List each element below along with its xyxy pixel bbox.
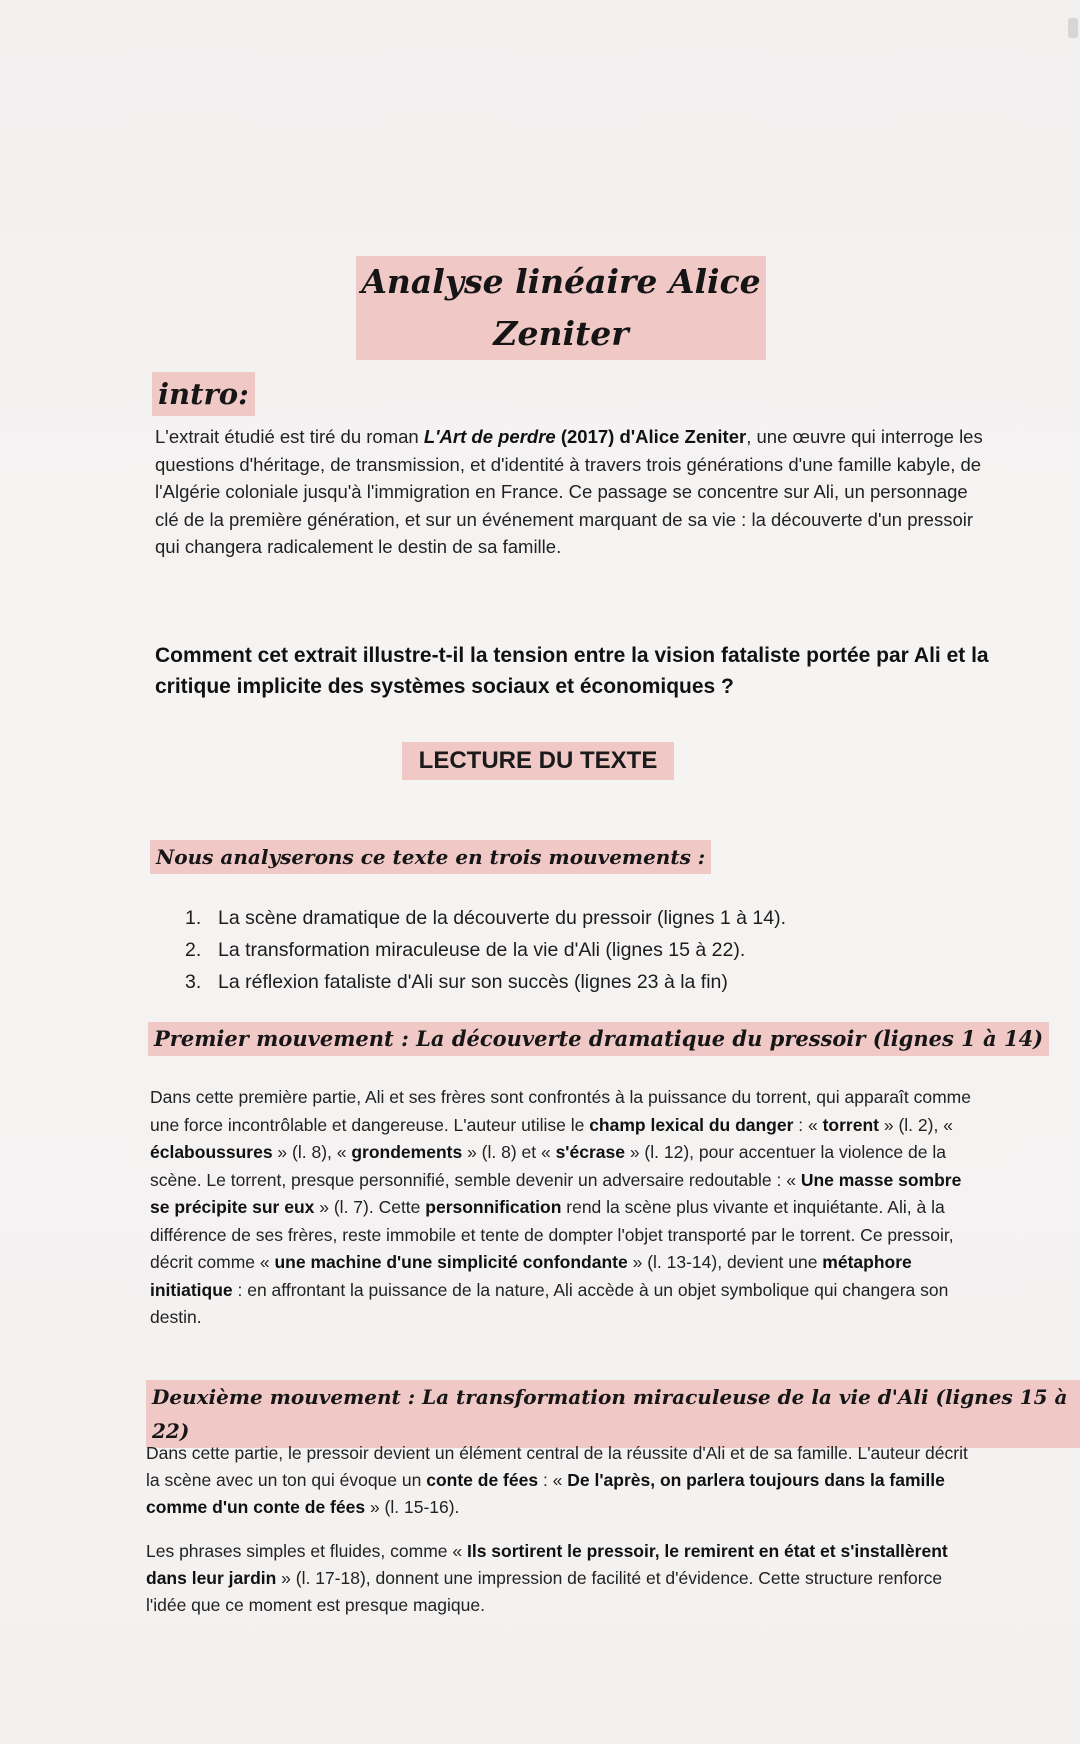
plan-list — [185, 902, 945, 998]
plan-heading: Nous analyserons ce texte en trois mouvements : — [150, 840, 711, 874]
movement1-paragraph: Dans cette première partie, Ali et ses frères sont confrontés à la puissance du torrent, qui apparaît comme une force incontrôlable et dangereuse. L'auteur utilise le champ lexical du danger : « torrent » (l. 2), « éclaboussures » (l. 8), « grondements » (l. 8) et « s'écrase » (l. 12), pour accentuer la violence de la scène. Le torrent, presque personnifié, semble devenir un adversaire redoutable : « Une masse sombre se précipite sur eux » (l. 7). Cette personnification rend la scène plus vivante et inquiétante. Ali, à la différence de ses frères, reste immobile et tente de dompter l'objet transporté par le torrent. Ce pressoir, décrit comme « une machine d'une simplicité confondante » (l. 13-14), devient une métaphore initiatique : en affrontant la puissance de la nature, Ali accède à un objet symbolique qui changera son destin. — [150, 1087, 971, 1327]
movement2-heading: Deuxième mouvement : La transformation miraculeuse de la vie d'Ali (lignes 15 à 22) — [146, 1380, 1080, 1448]
lecture-heading: LECTURE DU TEXTE — [402, 742, 674, 780]
list-item: 2. La transformation miraculeuse de la vie d'Ali (lignes 15 à 22). — [185, 939, 746, 961]
movement2-paragraph-2: Les phrases simples et fluides, comme « Ils sortirent le pressoir, le remirent en état et s'installèrent dans leur jardin » (l. 17-18), donnent une impression de facilité et d'évidence. Cette structure renforce l'idée que ce moment est presque magique. — [146, 1541, 948, 1615]
intro-paragraph: L'extrait étudié est tiré du roman L'Art de perdre (2017) d'Alice Zeniter, une œuvre qui interroge les questions d'héritage, de transmission, et d'identité à travers trois générations d'une famille kabyle, de l'Algérie coloniale jusqu'à l'immigration en France. Ce passage se concentre sur Ali, un personnage clé de la première génération, et sur un événement marquant de sa vie : la découverte d'un pressoir qui changera radicalement le destin de sa famille. — [155, 426, 983, 557]
intro-heading: intro: — [152, 372, 255, 416]
movement1-heading: Premier mouvement : La découverte dramatique du pressoir (lignes 1 à 14) — [148, 1022, 1049, 1056]
movement2-paragraph-1: Dans cette partie, le pressoir devient un élément central de la réussite d'Ali et de sa famille. L'auteur décrit la scène avec un ton qui évoque un conte de fées : « De l'après, on parlera toujours dans la famille comme d'un conte de fées » (l. 15-16). — [146, 1443, 968, 1517]
page-title: Analyse linéaire Alice Zeniter — [356, 256, 766, 360]
list-item: 1. La scène dramatique de la découverte du pressoir (lignes 1 à 14). — [185, 907, 787, 929]
page-edge-mark — [1068, 18, 1078, 38]
problematique: Comment cet extrait illustre-t-il la tension entre la vision fataliste portée par Ali et la critique implicite des systèmes sociaux et économiques ? — [155, 644, 989, 698]
list-item: 3. La réflexion fataliste d'Ali sur son succès (lignes 23 à la fin) — [185, 971, 728, 993]
